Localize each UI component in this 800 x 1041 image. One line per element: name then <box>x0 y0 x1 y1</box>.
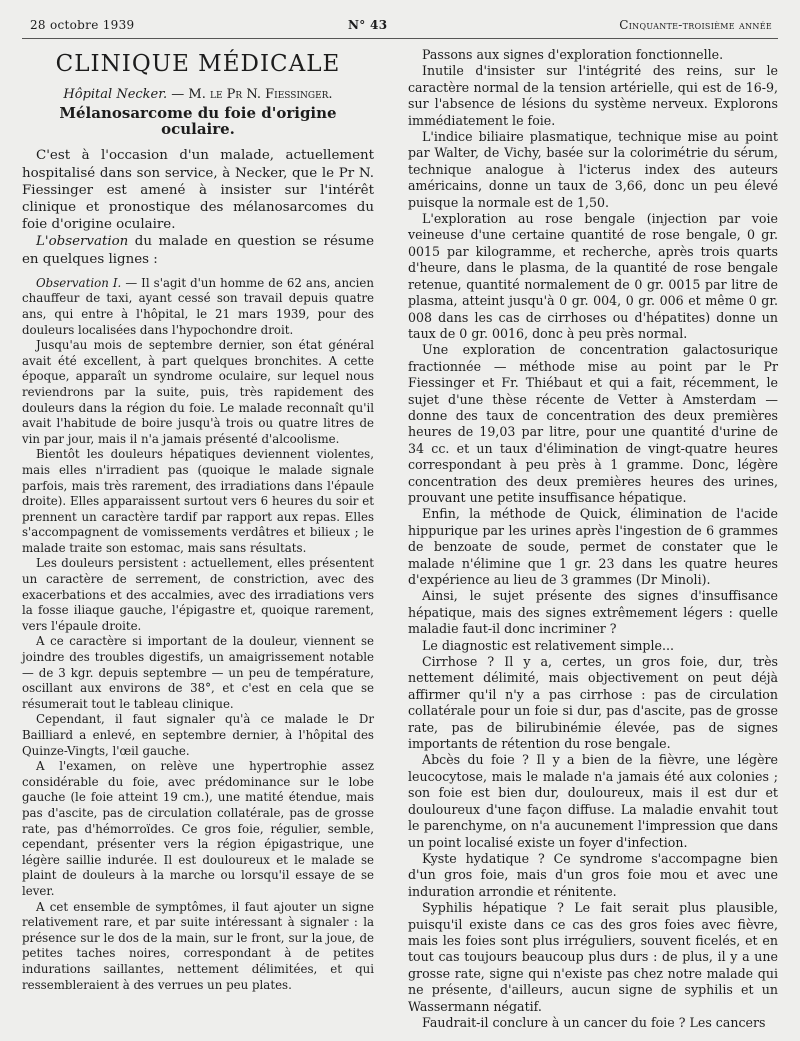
paragraph: Abcès du foie ? Il y a bien de la fièvre, une légère leucocytose, mais le malade n'a jamais été aux colonies ; son foie est bien dur, douloureux, mais il est dur et douloureux d'une façon diffuse. La maladie envahit tout le parenchyme, on n'a aucunement l'impression que dans un point localisé existe un foyer d'infection. <box>408 752 778 850</box>
right-column <box>408 47 778 1031</box>
paragraph: Le diagnostic est relativement simple... <box>422 637 674 653</box>
article-title: Mélanosarcome du foie d'origine oculaire. <box>59 104 337 138</box>
hospital-name: Hôpital Necker. <box>63 86 168 102</box>
paragraph: A cet ensemble de symptômes, il faut ajouter un signe relativement rare, et par suite intéressant à signaler : la présence sur le dos de la main, sur le front, sur la joue, de petites taches noires, correspondant à de petites indurations saillantes, nettement délimitées, et qui ressembleraient à des verrues un peu plates. <box>22 899 374 992</box>
observation-word: L'observation <box>36 234 129 250</box>
publication-year: Cinquante-troisième année <box>619 18 772 32</box>
paragraph: L'indice biliaire plasmatique, technique mise au point par Walter, de Vichy, basée sur la colorimétrie du sérum, technique analogue à l'icterus index des auteurs américains, donne un taux de 3,66, donc un peu élevé puisque la normale est de 1,50. <box>408 129 778 210</box>
paragraph: Les douleurs persistent : actuellement, elles présentent un caractère de serrement, de constriction, avec des exacerbations et des accalmies, avec des irradiations vers la fosse iliaque gauche, l'épigastre et, quoique rarement, vers l'épaule droite. <box>22 556 374 633</box>
issue-number: N° 43 <box>348 18 388 32</box>
paragraph: Enfin, la méthode de Quick, élimination de l'acide hippurique par les urines après l'ingestion de 6 grammes de benzoate de soude, permet de constater que le malade n'élimine que 1 gr. 23 dans les quatre heures d'expérience au lieu de 3 grammes (Dr Minoli). <box>408 506 778 587</box>
paragraph: L'exploration au rose bengale (injection par voie veineuse d'une certaine quantité de rose bengale, 0 gr. 0015 par kilogramme, et recherche, après trois quarts d'heure, dans le plasma, de la quantité de rose bengale retenue, quantité normalement de 0 gr. 0015 par litre de plasma, atteint jusqu'à 0 gr. 004, 0 gr. 006 et même 0 gr. 008 dans les cas de cirrhoses ou d'hépatites) donne un taux de 0 gr. 0016, donc à peu près normal. <box>408 211 778 341</box>
observation-text: — Il s'agit d'un homme de 62 ans, ancien chauffeur de taxi, ayant cessé son travail depuis quatre ans, qui entre à l'hôpital, le 21 mars 1939, pour des douleurs localisées dans l'hypochondre droit. <box>22 275 374 337</box>
issue-date: 28 octobre 1939 <box>30 18 135 32</box>
paragraph: Jusqu'au mois de septembre dernier, son état général avait été excellent, à part quelques bronchites. A cette époque, apparaît un syndrome oculaire, sur lequel nous reviendrons par la suite, puis, très rapidement des douleurs dans la région du foie. Le malade reconnaît qu'il avait l'habitude de boire jusqu'à trois ou quatre litres de vin par jour, mais il n'a jamais présenté d'alcoolisme. <box>22 338 374 446</box>
section-title: CLINIQUE MÉDICALE <box>55 51 341 77</box>
paragraph: Inutile d'insister sur l'intégrité des reins, sur le caractère normal de la tension artérielle, qui est de 16-9, sur l'absence de lésions du système nerveux. Explorons immédiatement le foie. <box>408 63 778 128</box>
paragraph: A l'examen, on relève une hypertrophie assez considérable du foie, avec prédominance sur le lobe gauche (le foie atteint 19 cm.), une matité étendue, mais pas d'ascite, pas de circulation collatérale, pas de grosse rate, pas d'hémorroïdes. Ce gros foie, régulier, semble, cependant, présenter vers la région épigastrique, une légère saillie indurée. Il est douloureux et le malade se plaint de douleurs à la marche ou lorsqu'il essaye de se lever. <box>22 759 374 898</box>
paragraph: Syphilis hépatique ? Le fait serait plus plausible, puisqu'il existe dans ce cas des gros foies avec fièvre, mais les foies sont plus irréguliers, souvent ficelés, et en tout cas toujours beaucoup plus durs : de plus, il y a une grosse rate, signe qui n'existe pas chez notre malade qui ne présente, d'ailleurs, aucun signe de syphilis et un Wassermann négatif. <box>408 900 778 1014</box>
article-columns <box>22 47 778 1031</box>
paragraph: Passons aux signes d'exploration fonctionnelle. <box>422 47 724 62</box>
paragraph: A ce caractère si important de la douleur, viennent se joindre des troubles digestifs, un amaigrissement notable — de 3 kgr. depuis septembre — un peu de température, oscillant aux environs de 38°, et c'est en cela que se résumerait tout le tableau clinique. <box>22 634 374 711</box>
paragraph: Ainsi, le sujet présente des signes d'insuffisance hépatique, mais des signes extrêmement légers : quelle maladie faut-il donc incriminer ? <box>408 588 778 637</box>
professor-name: N. Fiessinger. <box>246 86 333 102</box>
observation-label: Observation I. <box>36 275 122 290</box>
paragraph: Cirrhose ? Il y a, certes, un gros foie, dur, très nettement délimité, mais objectivement on peut déjà affirmer qu'il n'y a pas cirrhose : pas de circulation collatérale pour un foie si dur, pas d'ascite, pas de grosse rate, pas de bilirubinémie élevée, pas de signes importants de rétention du rose bengale. <box>408 654 778 752</box>
observation-intro <box>22 233 374 267</box>
paragraph: Cependant, il faut signaler qu'à ce malade le Dr Bailliard a enlevé, en septembre dernier, à l'hôpital des Quinze-Vingts, l'œil gauche. <box>22 712 374 758</box>
hospital-line <box>22 87 374 103</box>
observation-intro-text: du malade en question se résume en quelques lignes : <box>22 234 374 267</box>
intro-paragraph: C'est à l'occasion d'un malade, actuellement hospitalisé dans son service, à Necker, que le Pr N. Fiessinger est amené à insister sur l'intérêt clinique et pronostique des mélanosarcomes du foie d'origine oculaire. <box>22 148 374 233</box>
professor-prefix: — M. le Pr <box>167 86 247 102</box>
observation-paragraph <box>22 276 374 338</box>
running-header <box>22 14 778 39</box>
paragraph: Faudrait-il conclure à un cancer du foie ? Les cancers <box>422 1014 766 1030</box>
paragraph: Une exploration de concentration galactosurique fractionnée — méthode mise au point par le Pr Fiessinger et Fr. Thiébaut et qui a fait, récemment, le sujet d'une thèse récente de Vetter à Amsterdam — donne des taux de concentration des deux premières heures de 19,03 par litre, pour une quantité d'urine de 34 cc. et un taux d'élimination de vingt-quatre heures correspondant à peu près à 1 gramme. Donc, légère concentration des deux premières heures des urines, prouvant une petite insuffisance hépatique. <box>408 342 778 505</box>
paragraph: Kyste hydatique ? Ce syndrome s'accompagne bien d'un gros foie, mais d'un gros foie mou et avec une induration arrondie et rénitente. <box>408 850 778 899</box>
left-column <box>22 47 374 1031</box>
paragraph: Bientôt les douleurs hépatiques deviennent violentes, mais elles n'irradient pas (quoique le malade signale parfois, mais très rarement, des irradiations dans l'épaule droite). Elles apparaissent surtout vers 6 heures du soir et prennent un caractère tardif par rapport aux repas. Elles s'accompagnent de vomissements verdâtres et bilieux ; le malade traite son estomac, mais sans résultats. <box>22 447 374 555</box>
